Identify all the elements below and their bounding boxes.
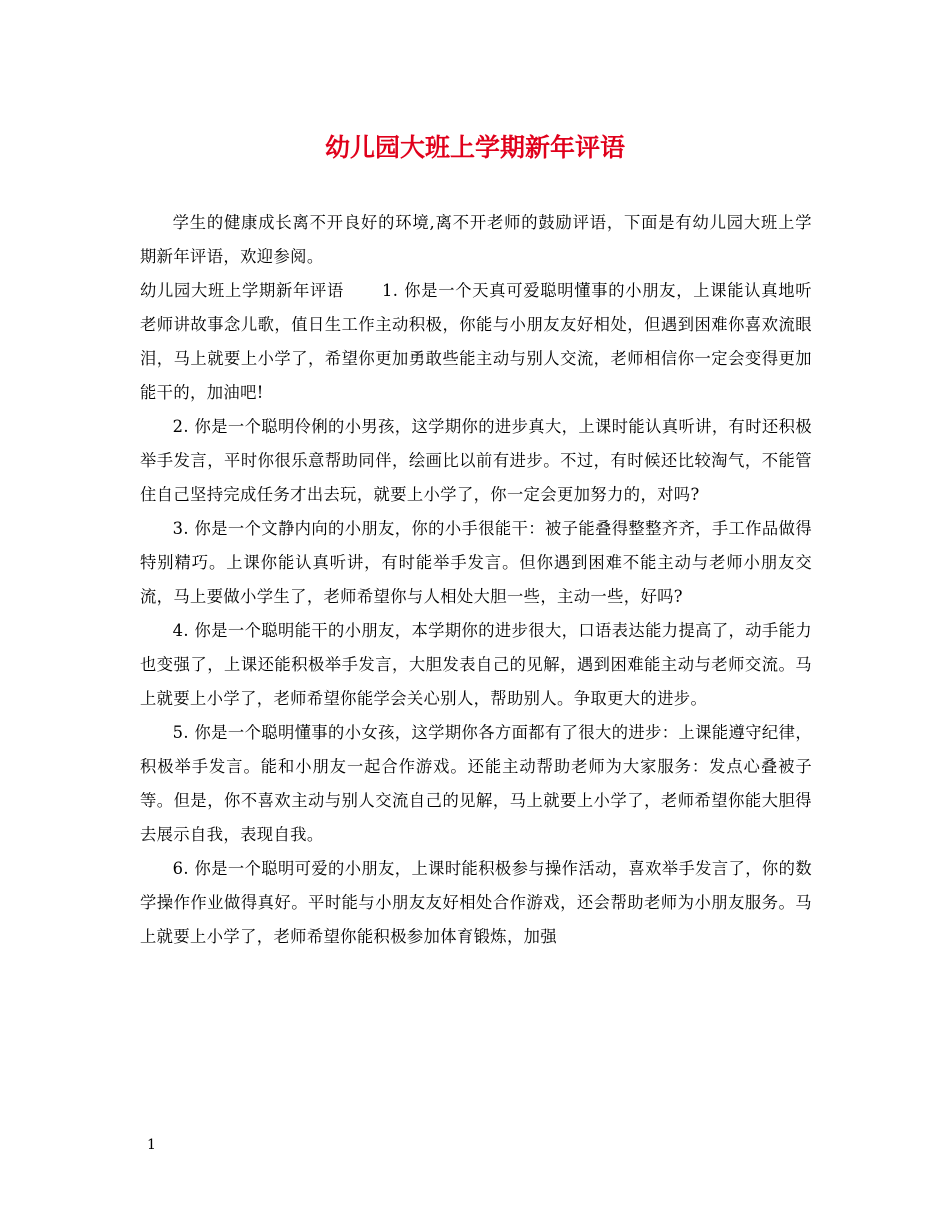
document-title: 幼儿园大班上学期新年评语 (324, 133, 625, 162)
page-number: 1 (147, 1137, 156, 1153)
first-entry-paragraph (140, 274, 812, 410)
paragraph-6: 6. 你是一个聪明可爱的小朋友，上课时能积极参与操作活动，喜欢举手发言了，你的数学操作作业做得真好。平时能与小朋友友好相处合作游戏，还会帮助老师为小朋友服务。马上就要上小学了，老师希望你能积极参加体育锻炼，加强 (140, 859, 812, 946)
paragraph-4: 4. 你是一个聪明能干的小朋友，本学期你的进步很大，口语表达能力提高了，动手能力也变强了，上课还能积极举手发言，大胆发表自己的见解，遇到困难能主动与老师交流。马上就要上小学了，老师希望你能学会关心别人，帮助别人。争取更大的进步。 (140, 621, 812, 708)
paragraph-5: 5. 你是一个聪明懂事的小女孩，这学期你各方面都有了很大的进步：上课能遵守纪律，积极举手发言。能和小朋友一起合作游戏。还能主动帮助老师为大家服务：发点心叠被子等。但是，你不喜欢主动与别人交流自己的见解，马上就要上小学了，老师希望你能大胆得去展示自我，表现自我。 (140, 723, 812, 844)
paragraph-3: 3. 你是一个文静内向的小朋友，你的小手很能干：被子能叠得整整齐齐，手工作品做得特别精巧。上课你能认真听讲，有时能举手发言。但你遇到困难不能主动与老师小朋友交流，马上要做小学生了，老师希望你与人相处大胆一些，主动一些，好吗? (140, 519, 812, 606)
document-body (140, 206, 812, 954)
paragraph-2: 2. 你是一个聪明伶俐的小男孩，这学期你的进步真大，上课时能认真听讲，有时还积极举手发言，平时你很乐意帮助同伴，绘画比以前有进步。不过，有时候还比较淘气，不能管住自己坚持完成任务才出去玩，就要上小学了，你一定会更加努力的，对吗? (140, 417, 812, 504)
paragraph-1: 1. 你是一个天真可爱聪明懂事的小朋友，上课能认真地听老师讲故事念儿歌，值日生工作主动积极，你能与小朋友友好相处，但遇到困难你喜欢流眼泪，马上就要上小学了，希望你更加勇敢些能主动与别人交流，老师相信你一定会变得更加能干的，加油吧! (140, 281, 812, 402)
section-heading: 幼儿园大班上学期新年评语 (140, 281, 345, 300)
intro-paragraph: 学生的健康成长离不开良好的环境,离不开老师的鼓励评语，下面是有幼儿园大班上学期新年评语，欢迎参阅。 (140, 213, 812, 266)
